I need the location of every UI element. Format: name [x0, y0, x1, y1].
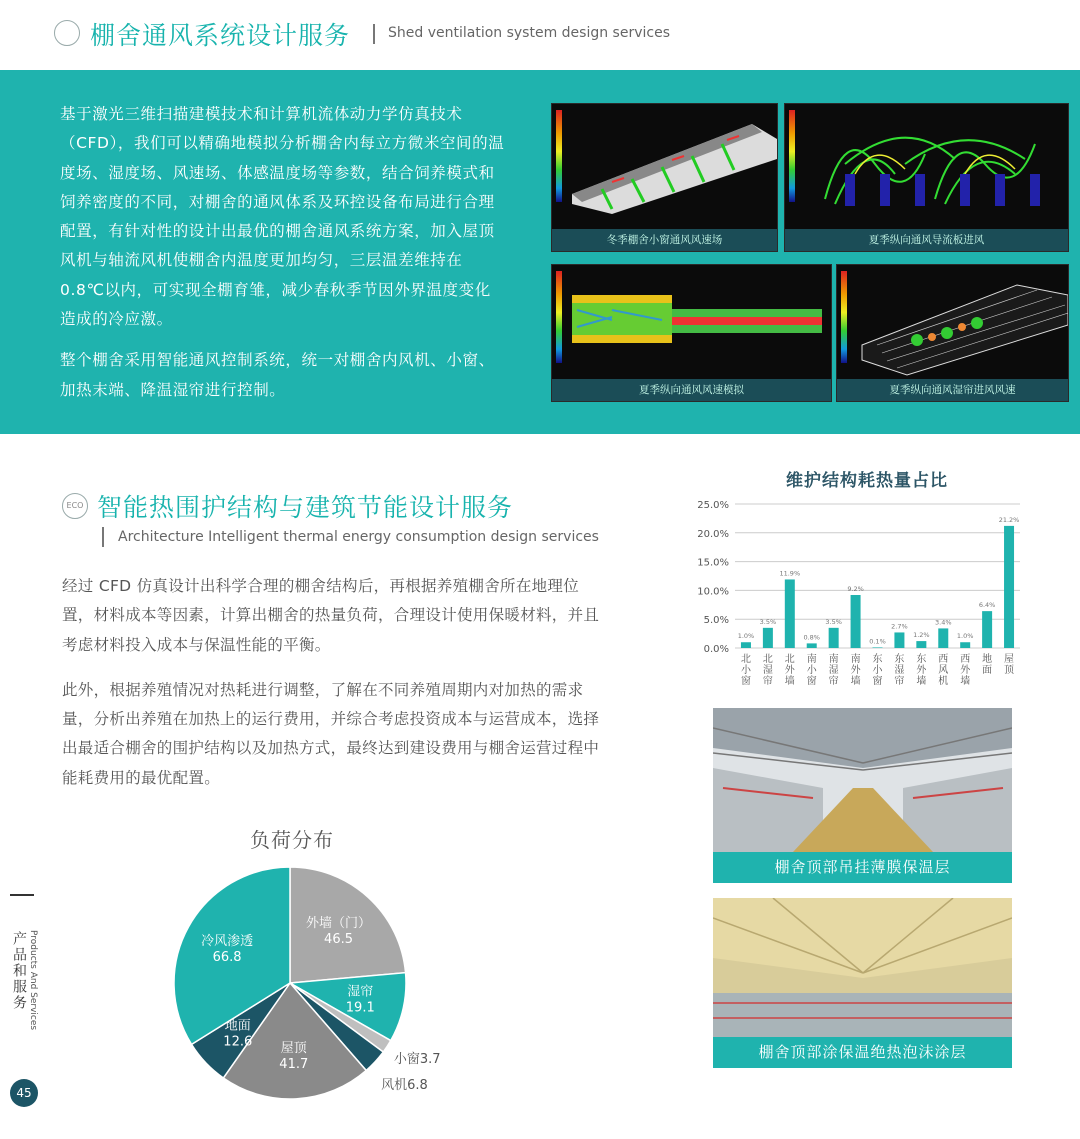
bar [741, 642, 751, 648]
pie-slice-label: 湿帘 [347, 984, 374, 1000]
bar-value-label: 1.0% [737, 632, 755, 641]
eco-icon: ECO [62, 493, 88, 519]
bar-value-label: 1.2% [913, 631, 930, 640]
pie-slice-label: 地面 [224, 1018, 251, 1034]
cfd-render [552, 104, 777, 229]
section-paragraph-1: 经过 CFD 仿真设计出科学合理的棚舍结构后，再根据养殖棚舍所在地理位置，材料成本等因素，计算出棚舍的热量负荷，合理设计使用保暖材料，并且考虑材料投入成本与保温性能的平衡。 [62, 577, 600, 654]
page-subtitle: Shed ventilation system design services [388, 25, 670, 41]
bar [763, 628, 773, 648]
pie-slice-value: 46.5 [324, 931, 354, 947]
bar [807, 643, 817, 648]
x-tick-label: 北小窗 [740, 654, 751, 687]
x-tick-label: 东湿帘 [894, 654, 905, 687]
bar [785, 579, 795, 648]
y-tick-label: 20.0% [697, 528, 729, 540]
x-tick-label: 西外墙 [960, 654, 971, 687]
image-caption: 夏季纵向通风湿帘进风风速 [837, 379, 1068, 401]
bar [829, 628, 839, 648]
x-tick-label: 东外墙 [916, 654, 927, 687]
ventilation-paragraph-2: 整个棚舍采用智能通风控制系统，统一对棚舍内风机、小窗、加热末端、降温湿帘进行控制。 [60, 351, 495, 399]
barn-photo [713, 898, 1012, 1037]
section-body [62, 572, 607, 809]
cfd-image-2 [784, 103, 1069, 252]
photo-caption: 棚舍顶部吊挂薄膜保温层 [713, 852, 1012, 883]
x-tick-label: 北外墙 [784, 654, 795, 687]
bar [960, 642, 970, 648]
image-caption: 冬季棚舍小窗通风风速场 [552, 229, 777, 251]
page-title: 棚舍通风系统设计服务 [90, 21, 351, 50]
bar-value-label: 3.4% [935, 618, 952, 627]
side-label-en: Products And Services [28, 930, 38, 1031]
bar-value-label: 0.8% [803, 633, 820, 642]
barn-photo [713, 708, 1012, 852]
bar-value-label: 21.2% [998, 515, 1020, 524]
x-tick-label: 南湿帘 [828, 654, 839, 687]
bar-value-label: 9.2% [847, 585, 864, 594]
bar-value-label: 2.7% [891, 622, 908, 631]
x-tick-label: 东小窗 [872, 654, 883, 687]
bar [982, 611, 992, 648]
pie-slice-label: 小窗3.7 [393, 1051, 441, 1067]
ventilation-text [60, 100, 505, 417]
section-paragraph-2: 此外，根据养殖情况对热耗进行调整，了解在不同养殖周期内对加热的需求量，分析出养殖在加热上的运行费用，并综合考虑投资成本与运营成本，选择出最适合棚舍的围护结构以及加热方式，最终达到建设费用与棚舍运营过程中能耗费用的最优配置。 [62, 680, 600, 787]
pie-slice-value: 66.8 [212, 950, 242, 966]
photo-film-insulation [713, 708, 1012, 883]
y-tick-label: 25.0% [697, 500, 729, 511]
cfd-render [837, 265, 1068, 379]
pie-slice-label: 风机6.8 [381, 1078, 428, 1094]
cfd-image-3 [551, 264, 832, 402]
x-tick-label: 地面 [982, 654, 993, 676]
bar [938, 628, 948, 648]
cfd-image-1 [551, 103, 778, 252]
bar-value-label: 3.5% [825, 617, 842, 626]
pie-chart-title: 负荷分布 [250, 828, 334, 852]
side-label-zh: 产品和服务 [11, 931, 27, 1011]
x-tick-label: 屋顶 [1004, 654, 1015, 676]
bar-value-label: 1.0% [956, 632, 974, 641]
pie-slice-label: 冷风渗透 [201, 934, 254, 950]
page-number: 45 [10, 1079, 38, 1107]
bar [873, 647, 883, 648]
y-tick-label: 0.0% [703, 644, 729, 655]
divider [102, 527, 104, 547]
image-caption: 夏季纵向通风风速模拟 [552, 379, 831, 401]
bar [1004, 526, 1014, 648]
bar [851, 595, 861, 648]
cfd-image-4 [836, 264, 1069, 402]
cfd-render [552, 265, 831, 379]
bar-value-label: 0.1% [869, 637, 886, 646]
pie-chart [150, 850, 450, 1110]
y-tick-label: 10.0% [697, 586, 729, 598]
pie-slice-value: 19.1 [345, 1000, 375, 1016]
image-caption: 夏季纵向通风导流板进风 [785, 229, 1068, 251]
bar-value-label: 3.5% [759, 617, 777, 626]
fan-icon [54, 20, 80, 46]
x-tick-label: 南外墙 [850, 654, 861, 687]
x-tick-label: 北湿帘 [762, 654, 773, 687]
side-marker [10, 894, 34, 896]
pie-slice-value: 12.6 [223, 1034, 253, 1050]
photo-caption: 棚舍顶部涂保温绝热泡沫涂层 [713, 1037, 1012, 1068]
x-tick-label: 西风机 [938, 654, 949, 687]
bar-chart-title: 维护结构耗热量占比 [786, 471, 948, 491]
bar [894, 632, 904, 648]
section-title: 智能热围护结构与建筑节能设计服务 [97, 493, 514, 522]
divider [373, 24, 375, 44]
y-tick-label: 5.0% [703, 615, 729, 627]
cfd-render [785, 104, 1068, 229]
section-subtitle: Architecture Intelligent thermal energy consumption design services [118, 529, 599, 545]
pie-slice-label: 外墙（门） [306, 915, 372, 931]
x-tick-label: 南小窗 [806, 654, 817, 687]
ventilation-paragraph-1: 基于激光三维扫描建模技术和计算机流体动力学仿真技术（CFD），我们可以精确地模拟分析棚舍内每立方微米空间的温度场、湿度场、风速场、体感温度场等参数，结合饲养模式和饲养密度的不同，对棚舍的通风体系及环控设备布局进行合理配置，有针对性的设计出最优的棚舍通风系统方案，加入屋顶风机与轴流风机使棚舍内温度更加均匀，三层温差维持在 0.8℃以内，可实现全棚育雏，减少春秋季节因外界温度变化造成的冷应激。 [60, 105, 505, 329]
bar [916, 641, 926, 648]
photo-foam-coating [713, 898, 1012, 1068]
bar-value-label: 11.9% [779, 569, 801, 578]
bar-value-label: 6.4% [978, 601, 996, 610]
pie-slice-value: 41.7 [279, 1056, 309, 1072]
y-tick-label: 15.0% [697, 557, 729, 569]
bar-chart [695, 496, 1035, 691]
pie-slice-label: 屋顶 [280, 1040, 307, 1056]
